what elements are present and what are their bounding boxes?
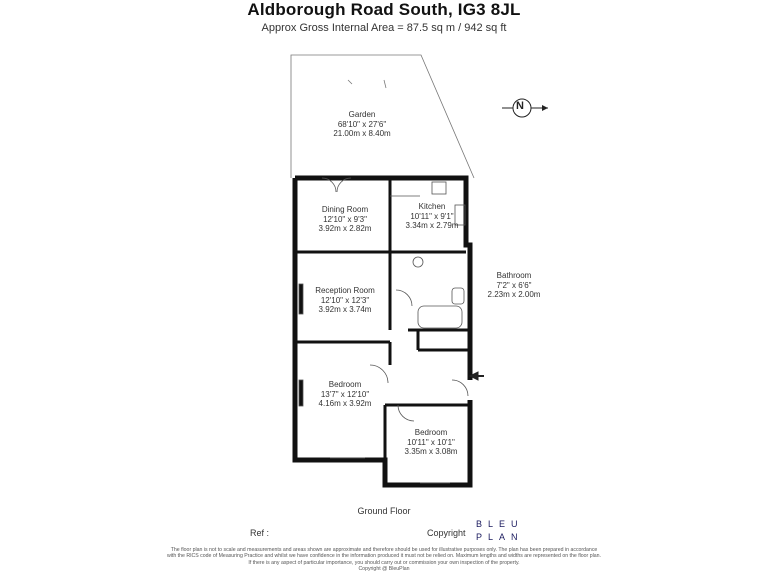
room-kitchen [392, 202, 472, 231]
room-metric: 3.92m x 2.82m [318, 224, 372, 233]
room-imperial: 68'10" x 27'6" [337, 119, 387, 129]
room-imperial: 7'2" x 6'6" [496, 280, 532, 290]
room-metric: 3.35m x 3.08m [404, 447, 458, 456]
compass-label: N [516, 100, 524, 112]
disclaimer-line-2: with the RICS code of Measuring Practice and whilst we have confidence in the information produced it must not be relied on. Maximum lengths and widths are represented on the floor plan. [167, 553, 601, 560]
north-compass [500, 96, 550, 125]
room-name: Reception Room [315, 286, 375, 295]
room-garden [312, 110, 412, 139]
disclaimer-line-1: The floor plan is not to scale and measurements and areas shown are approximate and therefore should be used for illustrative purposes only. The plan has been prepared in accordance [170, 547, 598, 553]
plan-title: Aldborough Road South, IG3 8JL [247, 0, 521, 19]
room-name: Dining Room [321, 205, 369, 214]
room-metric: 4.16m x 3.92m [318, 399, 372, 408]
room-name: Bedroom [328, 380, 362, 389]
room-metric: 2.23m x 2.00m [487, 290, 541, 299]
room-metric: 21.00m x 8.40m [333, 129, 391, 138]
room-name: Bedroom [414, 428, 448, 437]
room-dining [300, 205, 390, 234]
room-reception [300, 286, 390, 315]
brand-line-1: BLEU [476, 519, 524, 529]
disclaimer-line-3: If there is any aspect of particular importance, you should carry out or commission your own inspection of the property. [248, 559, 520, 566]
floor-label: Ground Floor [357, 506, 411, 516]
room-bedroom-2 [392, 428, 470, 457]
disclaimer-line-4: Copyright @ BleuPlan [358, 566, 410, 573]
room-name: Bathroom [496, 271, 532, 280]
brand-line-2: PLAN [476, 532, 524, 542]
room-name: Kitchen [418, 202, 446, 211]
room-bedroom-1 [300, 380, 390, 409]
room-name: Garden [348, 110, 376, 119]
compass-arrow-icon [500, 96, 550, 120]
copyright-label: Copyright [427, 528, 466, 538]
room-imperial: 10'11" x 10'1" [407, 437, 455, 447]
room-imperial: 12'10" x 12'3" [320, 295, 370, 305]
ref-label: Ref : [250, 528, 270, 538]
room-metric: 3.34m x 2.79m [405, 221, 459, 230]
room-imperial: 13'7" x 12'10" [320, 389, 370, 399]
brand-logo [476, 518, 536, 544]
room-bathroom [474, 271, 554, 300]
room-imperial: 10'11" x 9'1" [410, 211, 454, 221]
room-imperial: 12'10" x 9'3" [323, 214, 367, 224]
plan-subtitle: Approx Gross Internal Area = 87.5 sq m / 942 sq ft [261, 22, 507, 34]
room-metric: 3.92m x 3.74m [318, 305, 372, 314]
disclaimer [160, 547, 608, 573]
